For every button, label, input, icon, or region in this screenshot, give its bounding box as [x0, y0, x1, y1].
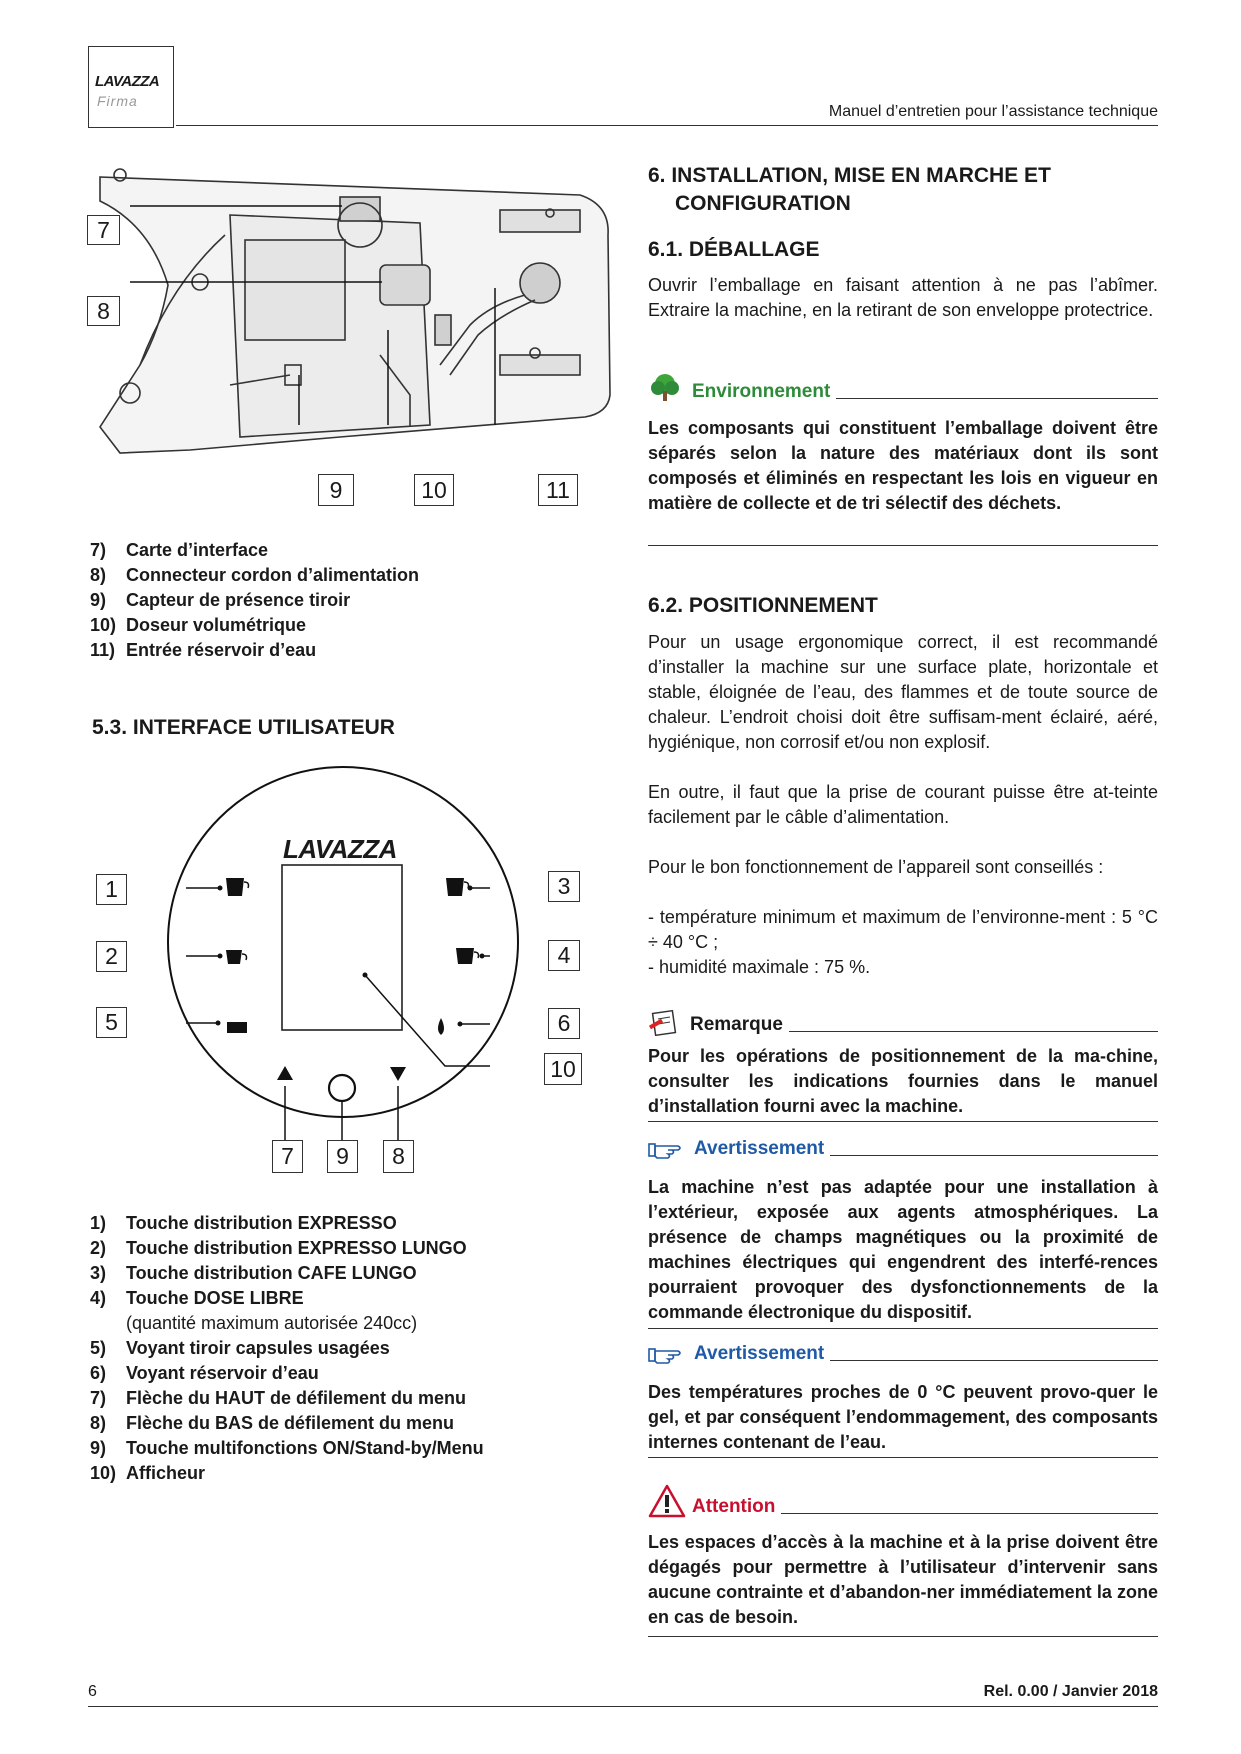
warning-triangle-icon	[648, 1484, 686, 1518]
callout-7b: 7	[272, 1140, 303, 1173]
logo-text: LAVAZZA	[95, 73, 160, 90]
callout-9: 9	[318, 474, 354, 506]
list-item: 3) Touche distribution CAFE LUNGO	[90, 1263, 417, 1283]
section-6-2-p2: En outre, il faut que la prise de courant puisse être at-teinte facilement par le câble d’alimentation.	[648, 782, 1158, 827]
callout-6: 6	[548, 1008, 580, 1039]
list-item: 5) Voyant tiroir capsules usagées	[90, 1338, 390, 1358]
section-title-6: 6. INSTALLATION, MISE EN MARCHE ET CONFIGURATION	[648, 164, 1051, 215]
environment-note-header: Environnement	[648, 373, 1158, 403]
section-6-2-p5: - humidité maximale : 75 %.	[648, 957, 871, 977]
list-item: (quantité maximum autorisée 240cc)	[126, 1313, 418, 1333]
warning2-body: Des températures proches de 0 °C peuvent provo-quer le gel, et par conséquent l’endommagement, des composants internes contenant de l’eau.	[648, 1382, 1158, 1452]
divider	[648, 1636, 1158, 1637]
list-item: 7) Flèche du HAUT de défilement du menu	[90, 1388, 467, 1408]
pointing-hand-icon	[648, 1138, 684, 1160]
remark-note-header: Remarque	[648, 1008, 1158, 1036]
callout-3: 3	[548, 871, 580, 902]
divider	[648, 1121, 1158, 1122]
callout-1: 1	[96, 874, 127, 905]
pointing-hand-icon	[648, 1343, 684, 1365]
divider	[648, 1328, 1158, 1329]
warning1-header: Avertissement	[648, 1138, 1158, 1160]
tree-icon	[648, 373, 682, 403]
header-title: Manuel d’entretien pour l’assistance technique	[828, 103, 1158, 120]
list-item: 4) Touche DOSE LIBRE	[90, 1288, 304, 1308]
warning1-body: La machine n’est pas adaptée pour une installation à l’extérieur, exposée aux agents atmosphériques. La présence de champs magnétiques ou la proximité de machines électriques qui engendrent des interfé-rences pourraient provoquer des dysfonctionnements de la commande électronique du dispositif.	[648, 1177, 1158, 1322]
callout-8b: 8	[383, 1140, 414, 1173]
list-item: 10) Doseur volumétrique	[90, 615, 307, 635]
brand-logo	[88, 46, 174, 128]
callout-11: 11	[538, 474, 578, 506]
interface-logo: LAVAZZA	[283, 834, 397, 864]
section-6-2-p3: Pour le bon fonctionnement de l’appareil sont conseillés :	[648, 857, 1104, 877]
warning2-header: Avertissement	[648, 1343, 1158, 1365]
list-item: 8) Flèche du BAS de défilement du menu	[90, 1413, 455, 1433]
section-title-6-2: 6.2. POSITIONNEMENT	[648, 594, 878, 617]
list-item: 2) Touche distribution EXPRESSO LUNGO	[90, 1238, 467, 1258]
footer-divider	[88, 1706, 1158, 1707]
list-item: 1) Touche distribution EXPRESSO	[90, 1213, 397, 1233]
machine-underside-diagram	[80, 165, 640, 515]
list-item: 9) Touche multifonctions ON/Stand-by/Menu	[90, 1438, 484, 1458]
user-interface-diagram	[160, 760, 560, 1140]
environment-note-body: Les composants qui constituent l’emballage doivent être séparés selon la nature des matériaux dont ils sont composés et éliminés en respectant les lois en vigueur en matière de collecte et de tri sélectif des déchets.	[648, 418, 1158, 513]
figure2-legend	[90, 1211, 590, 1486]
callout-7: 7	[87, 215, 120, 245]
section-6-2-p4: - température minimum et maximum de l’environne-ment : 5 °C ÷ 40 °C ;	[648, 907, 1158, 952]
section-title-5-3: 5.3. INTERFACE UTILISATEUR	[92, 716, 395, 739]
attention-header: Attention	[648, 1484, 1158, 1518]
header-divider	[176, 125, 1158, 126]
figure1-legend	[90, 538, 570, 663]
release-info: Rel. 0.00 / Janvier 2018	[983, 1683, 1158, 1700]
callout-8: 8	[87, 296, 120, 326]
callout-10b: 10	[544, 1053, 582, 1085]
callout-5: 5	[96, 1007, 127, 1038]
list-item: 7) Carte d’interface	[90, 540, 269, 560]
page-number: 6	[88, 1683, 97, 1700]
logo-subtext: Firma	[97, 93, 138, 109]
list-item: 9) Capteur de présence tiroir	[90, 590, 351, 610]
section-6-1-body: Ouvrir l’emballage en faisant attention à ne pas l’abîmer. Extraire la machine, en la retirant de son enveloppe protectrice.	[648, 275, 1158, 320]
callout-10: 10	[414, 474, 454, 506]
remark-note-body: Pour les opérations de positionnement de la ma-chine, consulter les indications fournies dans le manuel d’installation fourni avec la machine.	[648, 1046, 1158, 1116]
divider	[648, 1457, 1158, 1458]
list-item: 11) Entrée réservoir d’eau	[90, 640, 317, 660]
divider	[648, 545, 1158, 546]
note-icon	[648, 1008, 680, 1036]
section-6-2-p1: Pour un usage ergonomique correct, il est recommandé d’installer la machine sur une surface plate, horizontale et stable, éloignée de l’eau, des flammes et de toute source de chaleur. L’endroit choisi doit être suffisam-ment éclairé, aéré, hygiénique, non corrosif et/ou non explosif.	[648, 632, 1158, 752]
section-title-6-1: 6.1. DÉBALLAGE	[648, 238, 820, 261]
callout-2: 2	[96, 941, 127, 972]
list-item: 10) Afficheur	[90, 1463, 206, 1483]
attention-body: Les espaces d’accès à la machine et à la prise doivent être dégagés pour permettre à l’utilisateur d’intervenir sans aucune contrainte et d’abandon-ner immédiatement la zone en cas de besoin.	[648, 1532, 1158, 1627]
callout-4: 4	[548, 940, 580, 971]
list-item: 6) Voyant réservoir d’eau	[90, 1363, 319, 1383]
callout-9b: 9	[327, 1140, 358, 1173]
list-item: 8) Connecteur cordon d’alimentation	[90, 565, 420, 585]
